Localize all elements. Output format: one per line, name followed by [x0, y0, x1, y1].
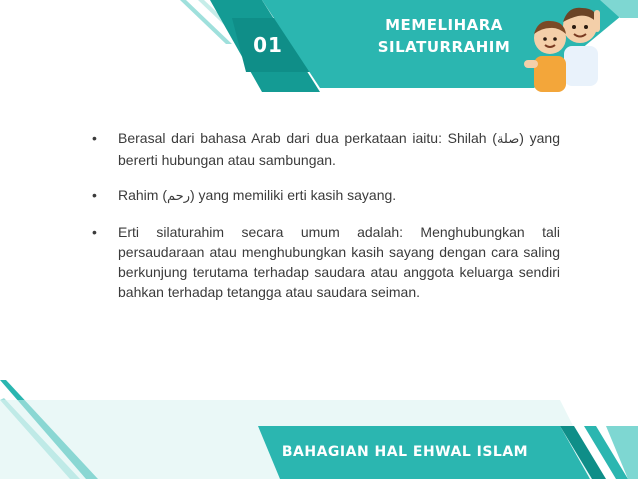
bullet-text — [118, 128, 560, 170]
bullet-text-part: ) yang bererti hubungan atau sambungan. — [118, 130, 560, 168]
bullet-item — [92, 222, 560, 302]
kid-back-figure — [563, 8, 600, 86]
bullet-text: Erti silaturahim secara umum adalah: Menghubungkan tali persaudaraan atau menghubungkan kasih sayang dengan cara saling berkunjung terutama terhadap saudara atau anggota keluarga sendiri bahkan terhadap tetangga atau saudara seiman. — [118, 224, 560, 300]
footer-label: BAHAGIAN HAL EHWAL ISLAM — [281, 444, 529, 460]
footer-banner — [0, 380, 638, 479]
bullet-item — [92, 185, 560, 207]
slide-title-line2: SILATURRAHIM — [377, 38, 511, 56]
slide-title-line1: MEMELIHARA — [385, 16, 503, 34]
bullet-marker: • — [92, 187, 97, 203]
slide-title — [354, 14, 534, 58]
bullet-text-part: ) yang memiliki erti kasih sayang. — [189, 187, 397, 203]
bullet-text-part: Rahim ( — [118, 187, 168, 203]
kids-illustration — [520, 0, 620, 96]
content-area — [92, 128, 560, 318]
bullet-text — [118, 185, 560, 207]
bullet-marker: • — [92, 224, 97, 240]
section-number: 01 — [253, 33, 283, 57]
arabic-word: صلة — [496, 132, 520, 147]
arabic-word: رحم — [167, 189, 190, 204]
kid-front-figure — [524, 21, 566, 92]
bullet-marker: • — [92, 130, 97, 146]
bullet-text-part: Berasal dari bahasa Arab dari dua perkataan iaitu: Shilah ( — [118, 130, 497, 146]
bullet-item — [92, 128, 560, 170]
header-blank — [0, 0, 40, 35]
